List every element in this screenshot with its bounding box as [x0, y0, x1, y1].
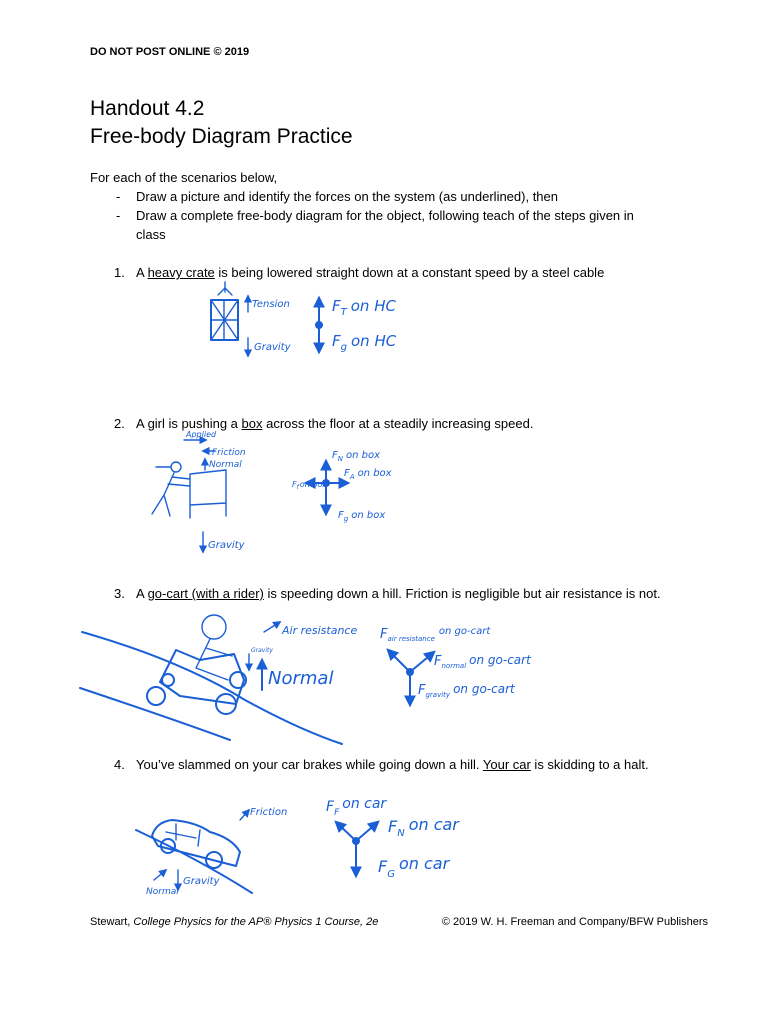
footer-citation: [90, 916, 378, 928]
normal-force-arrow: [410, 652, 434, 672]
q2-free-body-diagram: [292, 450, 392, 523]
gravity-label: Gravity: [208, 540, 245, 551]
fn-label: $F_N$ on car: [388, 815, 459, 839]
bullet-marker: -: [116, 208, 121, 223]
q1-tension-label: [248, 296, 290, 312]
q3-force-labels: [249, 622, 357, 690]
fnormal-label: $F_{normal}$ on go-cart: [434, 653, 531, 670]
q3-free-body-diagram: [380, 626, 532, 705]
header-notice: DO NOT POST ONLINE © 2019: [90, 46, 250, 58]
fn-label: $F_N$ on box: [332, 450, 381, 463]
question-number: 1.: [114, 265, 125, 280]
fg-label: $F_g$ on box: [338, 510, 386, 523]
bullet-text: Draw a complete free-body diagram for the object, following teach of the steps given in class: [136, 208, 634, 242]
question-text-pre: A girl is pushing a: [136, 416, 242, 431]
gravity-small-label: Gravity: [251, 647, 273, 654]
question-number: 2.: [114, 416, 125, 431]
question-number: 4.: [114, 757, 125, 772]
gravity-label: Gravity: [183, 876, 220, 887]
footer-author: Stewart,: [90, 916, 134, 928]
friction-label: Friction: [212, 448, 246, 458]
question-text-pre: A: [136, 586, 148, 601]
fgravity-label: $F_{gravity}$ on go-cart: [418, 682, 515, 699]
hill-lower: [80, 688, 230, 740]
ft-label: $F_T$ on HC: [332, 297, 396, 318]
question-text-post: is being lowered straight down at a constant speed by a steel cable: [214, 265, 605, 280]
applied-label: Applied: [186, 430, 217, 439]
bullet-marker: -: [116, 189, 121, 204]
footer-copyright: © 2019 W. H. Freeman and Company/BFW Publishers: [441, 916, 708, 928]
q4-free-body-diagram: [326, 796, 460, 880]
air-resistance-force-arrow: [388, 650, 410, 672]
system-underlined: go-cart (with a rider): [147, 586, 264, 601]
q2-force-labels: [184, 430, 246, 552]
q2-girl-box-sketch: [152, 462, 226, 518]
question-text-pre: A: [136, 265, 148, 280]
bullet-text: Draw a picture and identify the forces on the system (as underlined), then: [136, 189, 558, 204]
friction-force-arrow: [336, 822, 356, 841]
tension-label: Tension: [252, 299, 290, 310]
q1-gravity-label: [248, 338, 292, 356]
handout-number: Handout 4.2: [90, 97, 205, 120]
fa-label: $F_A$ on box: [344, 468, 392, 481]
question-text-post: across the floor at a steadily increasing speed.: [262, 416, 534, 431]
q1-crate-sketch: [211, 282, 238, 340]
q1-free-body-diagram: [315, 297, 397, 353]
question-text-post: is speeding down a hill. Friction is negligible but air resistance is not.: [263, 586, 661, 601]
question-number: 3.: [114, 586, 125, 601]
handout-title: Free-body Diagram Practice: [90, 125, 353, 148]
normal-label: Normal: [209, 460, 242, 470]
system-underlined: box: [241, 416, 263, 431]
system-underlined: Your car: [482, 757, 531, 772]
normal-force-arrow: [356, 822, 378, 841]
normal-label: Normal: [268, 668, 334, 689]
fair-label: $F_{air resistance}^{on go-cart}$: [380, 626, 491, 643]
ff-label: $F_Fon$ car: [326, 796, 387, 818]
system-underlined: heavy crate: [147, 265, 215, 280]
gravity-label: Gravity: [254, 342, 291, 353]
normal-label: Normal: [146, 887, 179, 897]
question-text-pre: You’ve slammed on your car brakes while going down a hill.: [136, 757, 483, 772]
instructions-intro: For each of the scenarios below,: [90, 170, 278, 185]
footer-book-title: College Physics for the AP® Physics 1 Course, 2e: [133, 916, 379, 928]
ff-label: $F_fon$ box: [292, 480, 327, 491]
fg-label: $F_g$ on HC: [332, 332, 397, 353]
air-resistance-label: Air resistance: [282, 624, 358, 637]
question-text-post: is skidding to a halt.: [530, 757, 649, 772]
friction-label: Friction: [250, 807, 288, 818]
fg-label: $F_Gon$ car: [378, 854, 450, 880]
